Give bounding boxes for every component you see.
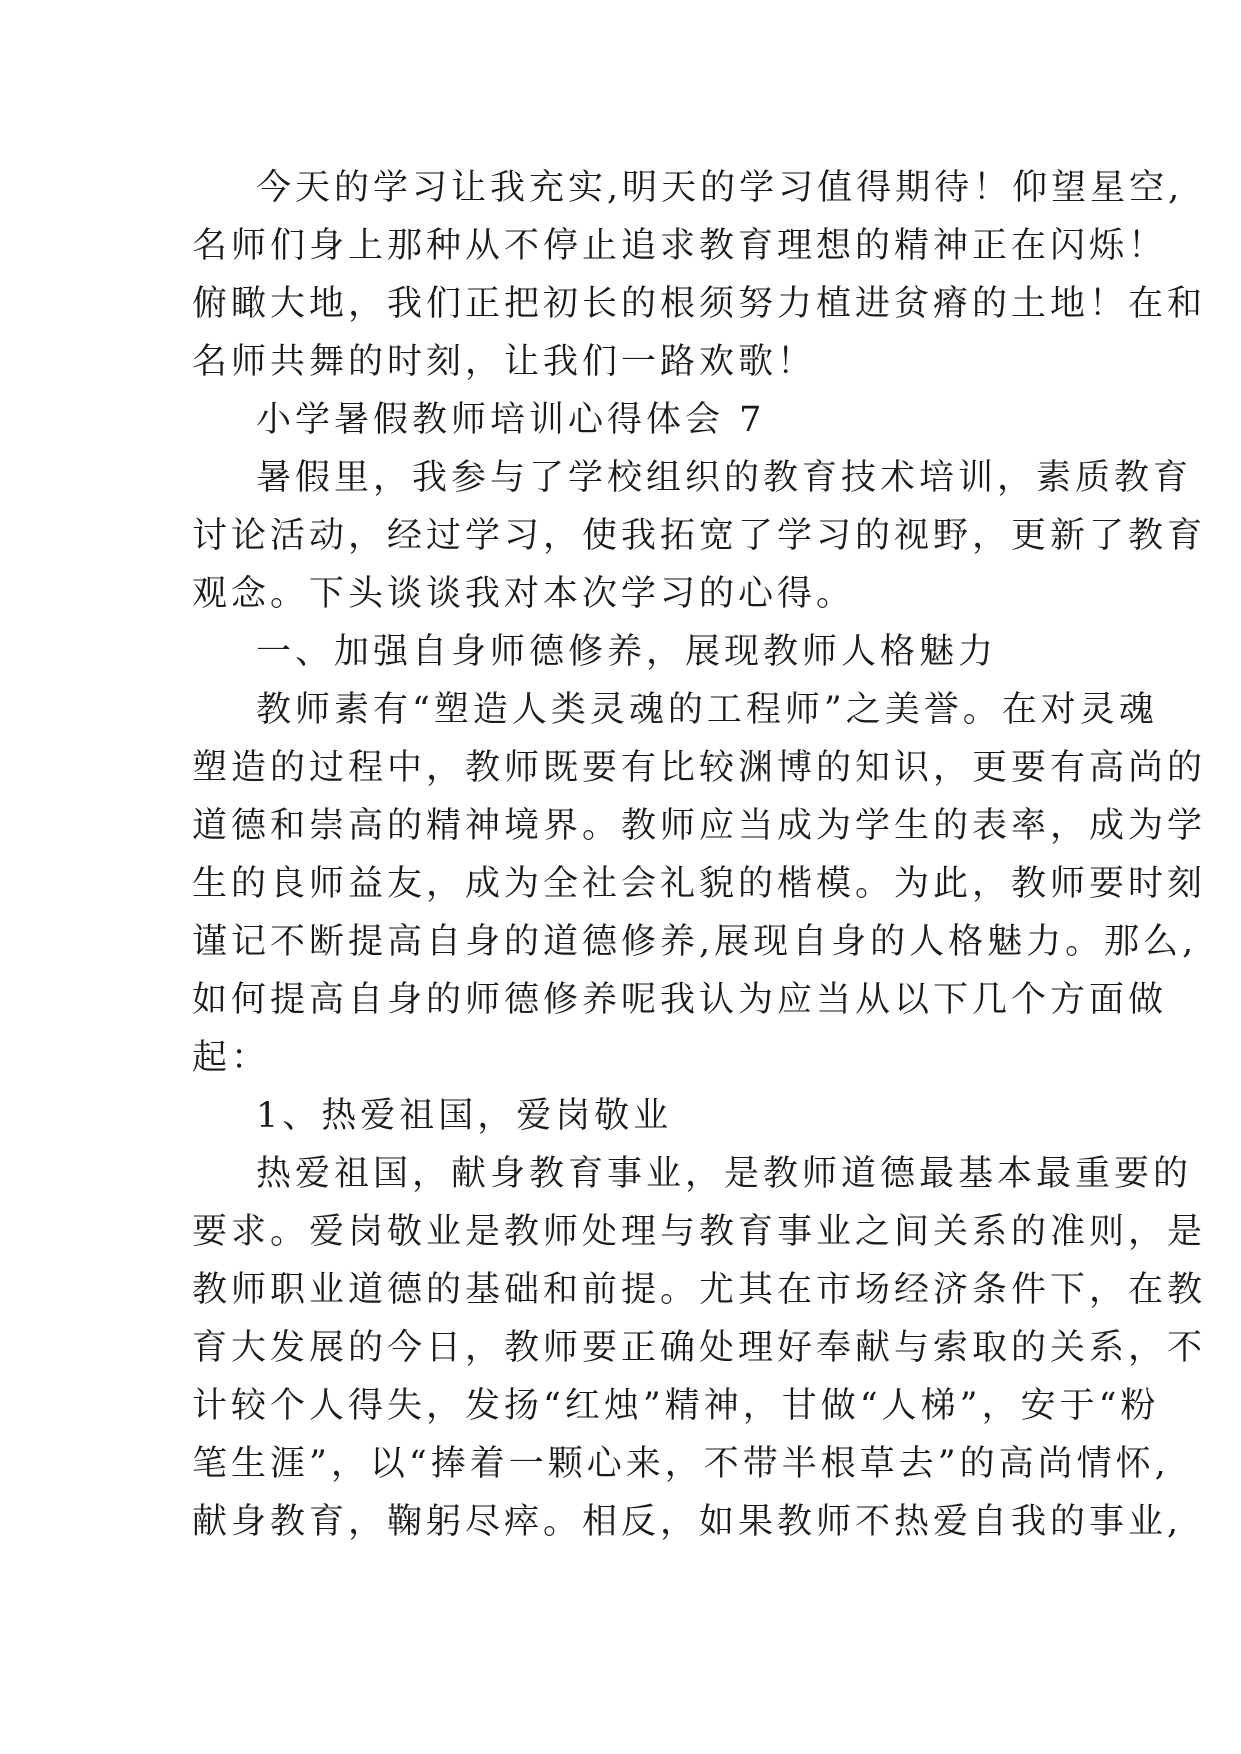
section-heading: 一、加强自身师德修养，展现教师人格魅力 [256,632,998,672]
paragraph-line: 献身教育，鞠躬尽瘁。相反，如果教师不热爱自我的事业, [192,1502,1183,1542]
paragraph-line: 热爱祖国，献身教育事业，是教师道德最基本最重要的 [256,1154,1193,1194]
paragraph-line: 道德和崇高的精神境界。教师应当成为学生的表率，成为学 [192,806,1207,846]
paragraph-line: 要求。爱岗敬业是教师处理与教育事业之间关系的准则，是 [192,1212,1207,1252]
paragraph-line: 计较个人得失，发扬“红烛”精神，甘做“人梯”，安于“粉 [192,1386,1160,1426]
paragraph-line: 今天的学习让我充实,明天的学习值得期待！仰望星空, [256,168,1184,208]
paragraph-line: 如何提高自身的师德修养呢我认为应当从以下几个方面做 [192,980,1168,1020]
paragraph-line: 讨论活动，经过学习，使我拓宽了学习的视野，更新了教育 [192,516,1207,556]
paragraph-line: 谨记不断提高自身的道德修养,展现自身的人格魅力。那么, [192,922,1198,962]
paragraph-line: 名师们身上那种从不停止追求教育理想的精神正在闪烁！ [192,226,1168,266]
paragraph-line: 笔生涯”，以“捧着一颗心来，不带半根草去”的高尚情怀, [192,1444,1170,1484]
paragraph-line: 生的良师益友，成为全社会礼貌的楷模。为此，教师要时刻 [192,864,1207,904]
paragraph-line: 观念。下头谈谈我对本次学习的心得。 [192,574,856,614]
paragraph-line: 暑假里，我参与了学校组织的教育技术培训，素质教育 [256,458,1193,498]
section-title: 小学暑假教师培训心得体会 7 [256,400,766,440]
paragraph-line: 育大发展的今日，教师要正确处理好奉献与索取的关系，不 [192,1328,1207,1368]
paragraph-line: 俯瞰大地，我们正把初长的根须努力植进贫瘠的土地！在和 [192,284,1207,324]
paragraph-line: 起： [192,1038,271,1078]
paragraph-line: 教师素有“塑造人类灵魂的工程师”之美誉。在对灵魂 [256,690,1158,730]
paragraph-line: 教师职业道德的基础和前提。尤其在市场经济条件下，在教 [192,1270,1207,1310]
subsection-heading: 1、热爱祖国，爱岗敬业 [256,1096,673,1136]
paragraph-line: 塑造的过程中，教师既要有比较渊博的知识，更要有高尚的 [192,748,1207,788]
document-page [192,0,1207,1754]
paragraph-line: 名师共舞的时刻，让我们一路欢歌！ [192,342,817,382]
